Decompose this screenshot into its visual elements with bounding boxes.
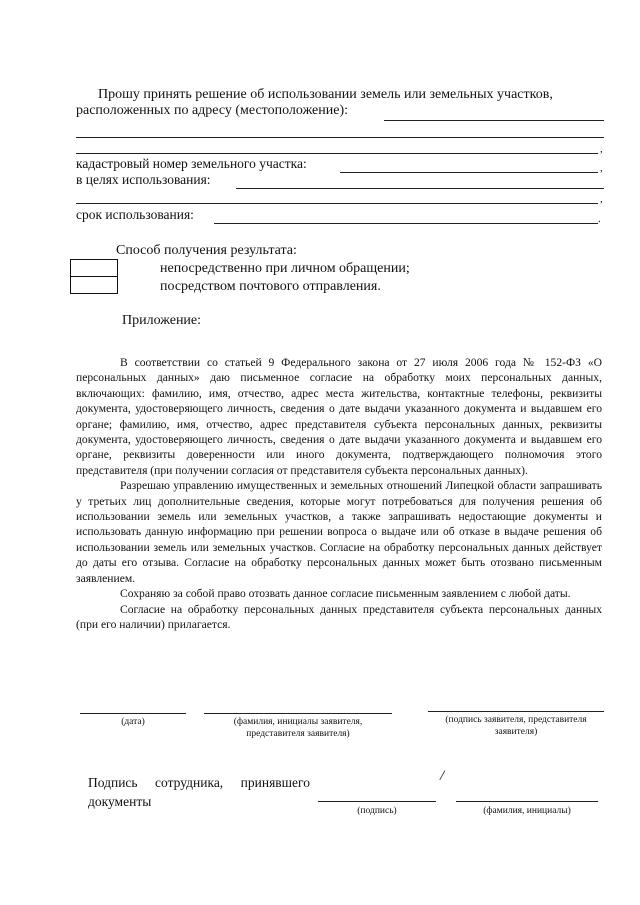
address-line-2[interactable] (76, 137, 604, 138)
name-input-line[interactable] (204, 713, 392, 714)
request-line-1: Прошу принять решение об использовании земель или земельных участков, (98, 87, 553, 102)
purpose-line-2[interactable] (76, 203, 598, 204)
period-mark: . (598, 213, 601, 225)
consent-paragraph-2: Разрешаю управлению имущественных и земельных отношений Липецкой области запрашивать у третьих лиц дополнительные сведения, которые могут потребоваться для получения решения об использовании земель или земельных участков, а также запрашивать недостающие документы и использовать данную информацию при решении вопроса о выдаче или об отказе в выдаче решения об использовании земель или земельных участков. Согласие на обработку персональных данных действует до даты его отзыва. Согласие на обработку персональных данных может быть отозвано письменным заявлением. (76, 479, 602, 585)
result-method-title: Способ получения результата: (116, 243, 297, 258)
cadastral-input-line[interactable] (340, 172, 598, 173)
date-caption: (дата) (121, 717, 145, 727)
consent-paragraph-3: Сохраняю за собой право отозвать данное согласие письменным заявлением с любой даты. (120, 587, 571, 601)
comma-mark: , (600, 143, 603, 155)
option-label-post: посредством почтового отправления. (160, 279, 381, 294)
option-label-personal: непосредственно при личном обращении; (160, 261, 410, 276)
employee-name-caption: (фамилия, инициалы) (483, 806, 571, 816)
option-checkbox-personal[interactable] (70, 259, 118, 277)
consent-text (76, 355, 602, 632)
date-input-line[interactable] (80, 713, 186, 714)
signature-caption: (подпись заявителя, представителя заявителя) (445, 715, 587, 737)
cadastral-label: кадастровый номер земельного участка: (76, 156, 307, 171)
slash-separator: / (440, 768, 445, 784)
employee-sign-caption: (подпись) (357, 806, 397, 816)
address-line-3[interactable] (76, 153, 598, 154)
consent-paragraph-1: В соответствии со статьей 9 Федерального закона от 27 июля 2006 года № 152-ФЗ «О персональных данных» даю письменное согласие на обработку моих персональных данных, включающих: фамилию, имя, отчество, адрес места жительства, контактные телефоны, реквизиты документа, удостоверяющего личность, сведения о дате выдачи указанного документа и выдавшем его органе; фамилию, имя, отчество, адрес представителя субъекта персональных данных, реквизиты документа, удостоверяющего личность, сведения о дате выдачи указанного документа и выдавшем его органе, реквизиты доверенности или иного документа, подтверждающего полномочия этого представителя (при получении согласия от представителя субъекта персональных данных). (76, 356, 602, 477)
comma-mark: , (600, 162, 603, 174)
purpose-input-line[interactable] (236, 188, 604, 189)
attachment-label: Приложение: (122, 313, 202, 328)
term-input-line[interactable] (214, 223, 598, 224)
term-label: срок использования: (76, 207, 194, 222)
employee-sign-line[interactable] (318, 801, 436, 802)
employee-name-line[interactable] (456, 801, 598, 802)
consent-paragraph-4: Согласие на обработку персональных данных представителя субъекта персональных данных (при его наличии) прилагается. (76, 602, 602, 631)
address-input-line[interactable] (384, 120, 604, 121)
purpose-label: в целях использования: (76, 172, 211, 187)
employee-signature-label: Подпись сотрудника, принявшего документы (88, 775, 310, 809)
option-checkbox-post[interactable] (70, 276, 118, 294)
signature-input-line[interactable] (428, 711, 604, 712)
name-caption: (фамилия, инициалы заявителя, представителя заявителя) (233, 717, 363, 739)
request-line-2: расположенных по адресу (местоположение): (76, 103, 349, 118)
comma-mark: , (600, 193, 603, 205)
